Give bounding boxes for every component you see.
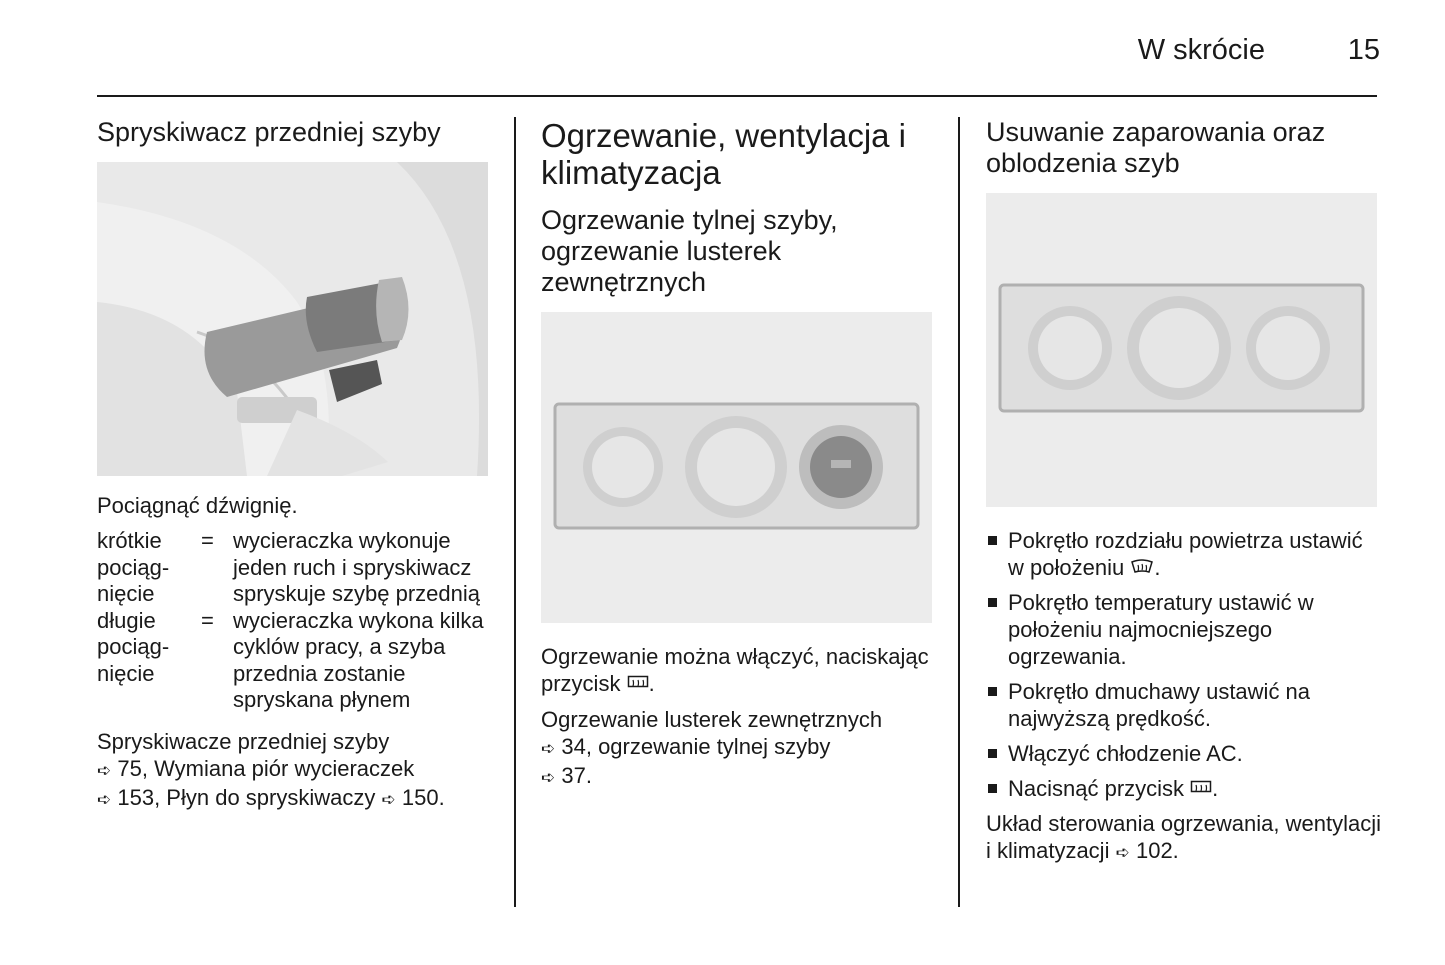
section-heading-climate: Ogrzewanie, wentylacja i klimatyzacja <box>541 117 906 191</box>
list-item: Pokrętło dmuchawy ustawić na najwyższą prędkość. <box>986 678 1381 732</box>
reference-arrow-icon: ➪ <box>541 768 556 787</box>
definition-equals: = <box>201 528 214 553</box>
list-item: Nacisnąć przycisk . <box>986 775 1381 802</box>
definition-term: długie pociąg- nięcie <box>97 607 170 686</box>
bullet-icon <box>988 536 997 545</box>
header-rule <box>97 95 1377 97</box>
defrost-steps-list <box>986 527 1381 802</box>
list-item: Włączyć chłodzenie AC. <box>986 740 1381 767</box>
reference-arrow-icon: ➪ <box>1115 843 1130 862</box>
bullet-icon <box>988 749 997 758</box>
wiper-lever-drawing <box>97 162 488 476</box>
reference-arrow-icon: ➪ <box>97 760 112 780</box>
definition-row <box>97 528 492 608</box>
climate-control-panel-illustration <box>541 312 932 623</box>
subsection-heading-heating: Ogrzewanie tylnej szyby, ogrzewanie lusterek zewnętrznych <box>541 205 838 297</box>
climate-panel-drawing <box>541 312 932 623</box>
list-item: Pokrętło rozdziału powietrza ustawić w położeniu . <box>986 527 1381 581</box>
page-number: 15 <box>1347 34 1380 66</box>
intro-text: Pociągnąć dźwignię. <box>97 493 298 518</box>
defrost-panel-drawing <box>986 193 1377 507</box>
definition-description: wycieraczka wykonuje jeden ruch i spryskiwacz spryskuje szybę przednią <box>233 528 481 606</box>
rear-window-heating-icon <box>627 675 649 693</box>
windscreen-defrost-icon <box>1130 559 1154 577</box>
bullet-icon <box>988 687 997 696</box>
reference-arrow-icon: ➪ <box>97 789 112 809</box>
rear-window-heating-icon <box>1190 780 1212 798</box>
wiper-lever-illustration <box>97 162 488 476</box>
column-divider <box>514 117 516 907</box>
section-heading-defrost: Usuwanie zaparowania oraz oblodzenia szyb <box>986 117 1326 178</box>
column-defrost <box>986 117 1381 875</box>
definition-term: krótkie pociąg- nięcie <box>97 528 170 606</box>
list-item: Pokrętło temperatury ustawić w położeniu najmocniejszego ogrzewania. <box>986 589 1381 670</box>
climate-system-reference: Układ sterowania ogrzewania, wentylacji i klimatyzacji ➪ 102. <box>986 811 1381 863</box>
defrost-control-panel-illustration <box>986 193 1377 507</box>
definition-equals: = <box>201 607 214 633</box>
reference-arrow-icon: ➪ <box>541 739 556 758</box>
cross-reference-paragraph: Spryskiwacze przedniej szyby ➪ 75, Wymiana piór wycieraczek ➪ 153, Płyn do spryskiwaczy ➪ 150. <box>97 728 445 810</box>
reference-arrow-icon: ➪ <box>381 789 396 809</box>
section-heading-washer: Spryskiwacz przedniej szyby <box>97 117 441 147</box>
bullet-icon <box>988 784 997 793</box>
heating-instruction: Ogrzewanie można włączyć, naciskając przycisk . <box>541 644 929 696</box>
column-climate <box>541 117 936 800</box>
definition-description: wycieraczka wykona kilka cyklów pracy, a szyba przednia zostanie spryskana płynem <box>233 607 484 712</box>
bullet-icon <box>988 598 997 607</box>
definition-table <box>97 528 492 714</box>
ac-label: AC <box>1206 741 1237 766</box>
definition-row <box>97 608 492 714</box>
column-washer <box>97 117 492 822</box>
running-header-title: W skrócie <box>1137 34 1265 66</box>
mirror-heating-reference: Ogrzewanie lusterek zewnętrznych ➪ 34, ogrzewanie tylnej szyby ➪ 37. <box>541 707 883 788</box>
column-divider <box>958 117 960 907</box>
